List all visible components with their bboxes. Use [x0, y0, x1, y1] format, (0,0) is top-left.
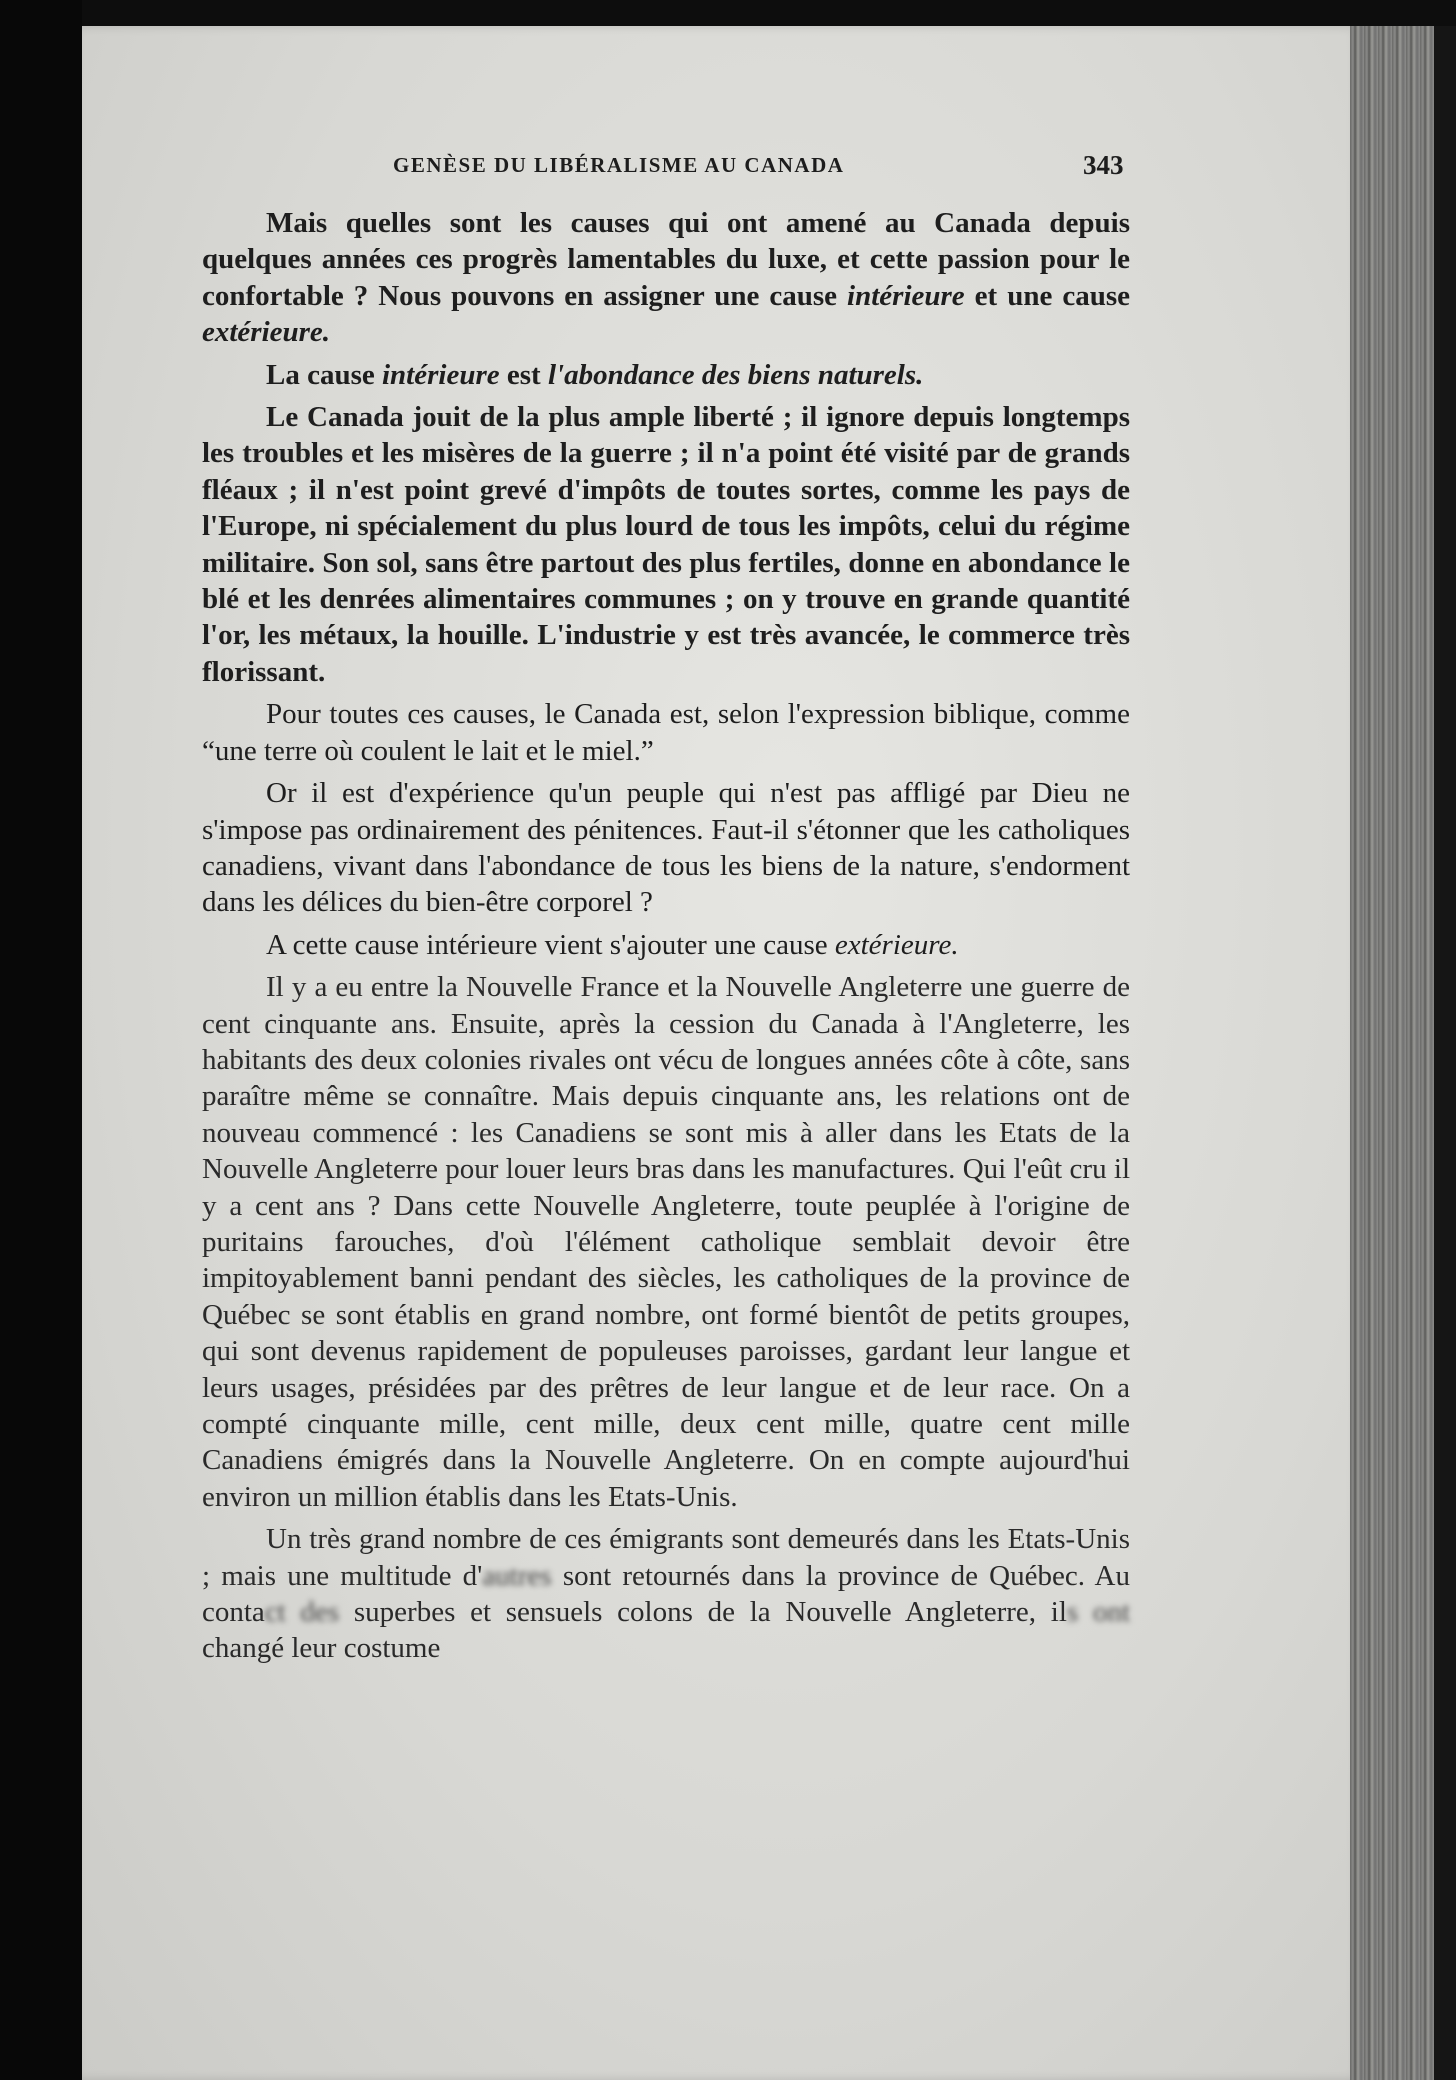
paragraph-8-text-d: changé leur costume [202, 1632, 441, 1665]
paragraph-1 [202, 205, 1130, 351]
paragraph-1-text-a: Mais quelles sont les causes qui ont amené au Canada depuis quelques années ces progrès lamentables du luxe, et cette passion pour le confortable ? Nous pouvons en assigner une cause [202, 207, 1130, 312]
running-head: GENÈSE DU LIBÉRALISME AU CANADA [393, 153, 845, 177]
body-text [202, 205, 1130, 1673]
paragraph-2-emphasis-2: l'abondance des biens naturels. [547, 358, 924, 391]
paragraph-1-emphasis-2: extérieure. [202, 316, 331, 349]
paragraph-4: Pour toutes ces causes, le Canada est, selon l'expression biblique, comme “une terre où coulent le lait et le miel.” [202, 698, 1130, 767]
paragraph-8-text-a: Un très grand nombre de ces émigrants sont demeurés dans les Etats-Unis ; mais une multitude d' [202, 1523, 1130, 1592]
paragraph-6-emphasis: extérieure. [834, 928, 959, 961]
paragraph-6-text: A cette cause intérieure vient s'ajouter une cause [266, 928, 835, 961]
paragraph-2-emphasis-1: intérieure [382, 358, 500, 391]
paragraph-2 [202, 357, 1130, 393]
paragraph-1-emphasis-1: intérieure [847, 279, 965, 312]
paragraph-3: Le Canada jouit de la plus ample liberté ; il ignore depuis longtemps les troubles et les misères de la guerre ; il n'a point été visité par de grands fléaux ; il n'est point grevé d'impôts de toutes sortes, comme les pays de l'Europe, ni spécialement du plus lourd de tous les impôts, celui du régime militaire. Son sol, sans être partout des plus fertiles, donne en abondance le blé et les denrées alimentaires communes ; on y trouve en grande quantité l'or, les métaux, la houille. L'industrie y est très avancée, le commerce très florissant. [202, 401, 1130, 688]
paragraph-8-text-c: superbes et sensuels colons de la Nouvelle Angleterre, il [339, 1596, 1067, 1629]
paragraph-8-blurred-2: ct des [264, 1596, 340, 1629]
paragraph-6 [202, 927, 1130, 963]
left-scan-margin [0, 0, 82, 2080]
paragraph-8-blurred-1: autres [482, 1559, 552, 1592]
paragraph-1-text-b: et une cause [964, 279, 1130, 312]
paragraph-2-text-b: est [499, 358, 548, 391]
paragraph-7: Il y a eu entre la Nouvelle France et la Nouvelle Angleterre une guerre de cent cinquante ans. Ensuite, après la cession du Canada à l'Angleterre, les habitants des deux colonies rivales ont vécu de longues années côte à côte, sans paraître même se connaître. Mais depuis cinquante ans, les relations ont de nouveau commencé : les Canadiens se sont mis à aller dans les Etats de la Nouvelle Angleterre pour louer leurs bras dans les manufactures. Qui l'eût cru il y a cent ans ? Dans cette Nouvelle Angleterre, toute peuplée à l'origine de puritains farouches, d'où l'élément catholique semblait devoir être impitoyablement banni pendant des siècles, les catholiques de la province de Québec se sont établis en grand nombre, ont formé bientôt de petits groupes, qui sont devenus rapidement de populeuses paroisses, gardant leur langue et leurs usages, présidées par des prêtres de leur langue et de leur race. On a compté cinquante mille, cent mille, deux cent mille, quatre cent mille Canadiens émigrés dans la Nouvelle Angleterre. On en compte aujourd'hui environ un million établis dans les Etats-Unis. [202, 971, 1130, 1513]
book-page-edges [1350, 26, 1456, 2080]
paragraph-5: Or il est d'expérience qu'un peuple qui n'est pas affligé par Dieu ne s'impose pas ordinairement des pénitences. Faut-il s'étonner que les catholiques canadiens, vivant dans l'abondance de tous les biens de la nature, s'endorment dans les délices du bien-être corporel ? [202, 777, 1130, 919]
paragraph-8 [202, 1521, 1130, 1667]
paragraph-8-text-b: sont retournés dans la province de Québec. Au conta [202, 1559, 1130, 1629]
paragraph-8-blurred-3: s ont [1066, 1596, 1131, 1629]
paragraph-2-text-a: La cause [266, 358, 382, 391]
page-number: 343 [1083, 150, 1124, 180]
